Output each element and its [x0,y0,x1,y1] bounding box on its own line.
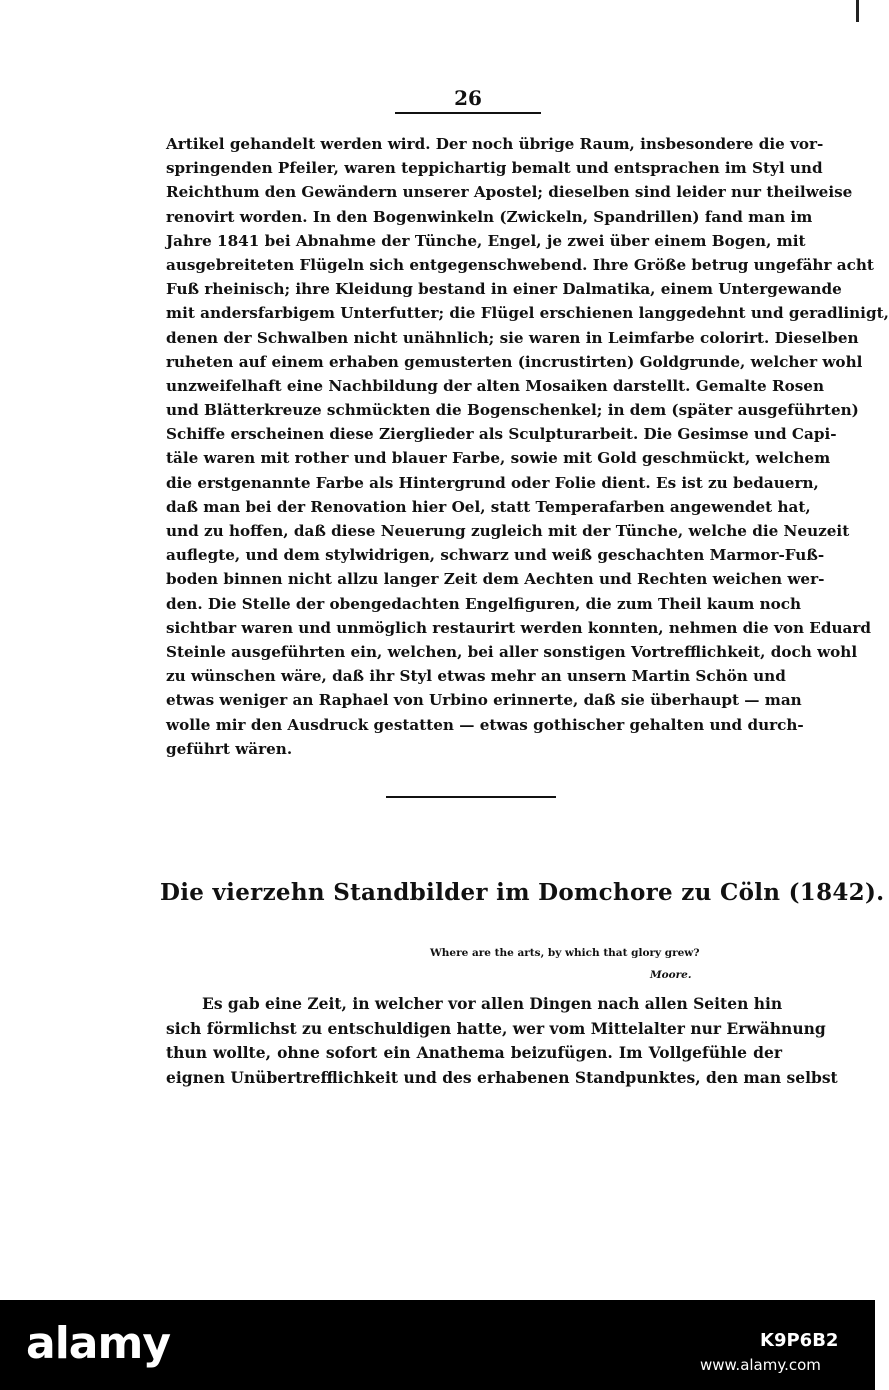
text-line: geführt wären. [166,739,293,758]
text-line: ausgebreiteten Flügeln sich entgegenschwebend. Ihre Größe betrug ungefähr acht [166,255,874,274]
text-line: auflegte, und dem stylwidrigen, schwarz und weiß geschachten Marmor-Fuß- [166,546,825,565]
continuation-text [166,132,889,761]
text-line: daß man bei der Renovation hier Oel, statt Temperafarben angewendet hat, [166,497,811,516]
text-line: und zu hoffen, daß diese Neuerung zugleich mit der Tünche, welche die Neuzeit [166,522,850,540]
text-line: Jahre 1841 bei Abnahme der Tünche, Engel, je zwei über einem Bogen, mit [166,231,806,250]
section-divider [386,796,556,798]
stock-url: www.alamy.com [700,1356,821,1374]
text-line: mit andersfarbigem Unterfutter; die Flügel erschienen langgedehnt und geradlinigt, [166,304,889,323]
text-line: Artikel gehandelt werden wird. Der noch übrige Raum, insbesondere die vor- [166,135,824,153]
text-line: springenden Pfeiler, waren teppichartig bemalt und entsprachen im Styl und [166,159,823,178]
text-line: sich förmlichst zu entschuldigen hatte, wer vom Mittelalter nur Erwähnung [166,1018,826,1038]
epigraph-author: Moore. [650,969,692,981]
epigraph [430,942,760,986]
text-line: Steinle ausgeführten ein, welchen, bei aller sonstigen Vortrefflichkeit, doch wohl [166,642,858,661]
stock-logo: alamy [26,1318,170,1369]
text-line: und Blätterkreuze schmückten die Bogenschenkel; in dem (später ausgeführten) [166,401,859,420]
text-line: renovirt worden. In den Bogenwinkeln (Zwickeln, Spandrillen) fand man im [166,207,813,226]
text-line: etwas weniger an Raphael von Urbino erinnerte, daß sie überhaupt — man [166,691,802,710]
text-line: Schiffe erscheinen diese Zierglieder als Sculpturarbeit. Die Gesimse und Capi- [166,425,837,444]
text-line: täle waren mit rother und blauer Farbe, sowie mit Gold geschmückt, welchem [166,449,831,468]
text-line: zu wünschen wäre, daß ihr Styl etwas mehr an unsern Martin Schön und [166,667,786,686]
chapter-title: Die vierzehn Standbilder im Domchore zu Cöln (1842). [160,879,885,906]
text-line: Reichthum den Gewändern unserer Apostel; dieselben sind leider nur theilweise [166,183,853,202]
edge-mark [856,0,859,22]
epigraph-quote: Where are the arts, by which that glory grew? [430,947,700,959]
stock-image-id: K9P6B2 [760,1330,839,1351]
text-line: eignen Unübertrefflichkeit und des erhabenen Standpunktes, den man selbst [166,1067,838,1087]
text-line: sichtbar waren und unmöglich restaurirt werden konnten, nehmen die von Eduard [166,618,871,637]
chapter-paragraph [166,992,838,1090]
text-line: unzweifelhaft eine Nachbildung der alten Mosaiken darstellt. Gemalte Rosen [166,376,825,395]
text-line: den. Die Stelle der obengedachten Engelfiguren, die zum Theil kaum noch [166,594,802,613]
text-line: wolle mir den Ausdruck gestatten — etwas gothischer gehalten und durch- [166,715,804,734]
text-line: thun wollte, ohne sofort ein Anathema beizufügen. Im Vollgefühle der [166,1043,782,1062]
text-line: Es gab eine Zeit, in welcher vor allen Dingen nach allen Seiten hin [202,994,783,1013]
text-line: die erstgenannte Farbe als Hintergrund oder Folie dient. Es ist zu bedauern, [166,473,819,492]
page-number: 26 [395,86,541,114]
text-line: boden binnen nicht allzu langer Zeit dem Aechten und Rechten weichen wer- [166,570,825,589]
text-line: ruheten auf einem erhaben gemusterten (incrustirten) Goldgrunde, welcher wohl [166,352,863,371]
text-line: Fuß rheinisch; ihre Kleidung bestand in einer Dalmatika, einem Untergewande [166,280,842,299]
text-line: denen der Schwalben nicht unähnlich; sie waren in Leimfarbe colorirt. Dieselben [166,328,859,347]
